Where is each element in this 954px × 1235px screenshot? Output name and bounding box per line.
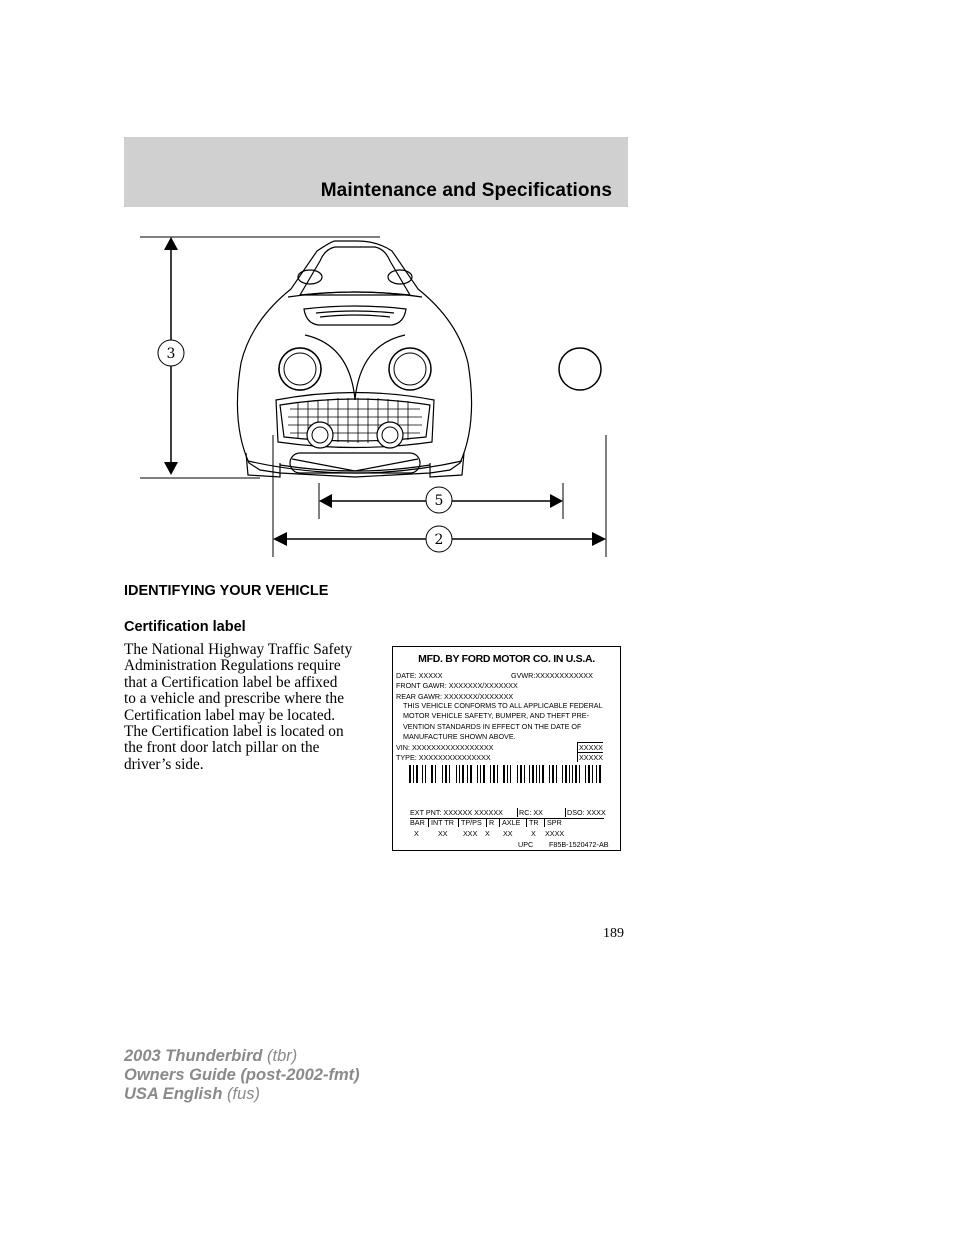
label-value: XX [438,829,448,838]
label-code-axle: AXLE [499,818,520,827]
body-line: The National Highway Traffic Safety [124,641,353,658]
callout-3-text: 3 [166,346,176,362]
page-number: 189 [603,926,624,941]
footer-model: 2003 Thunderbird [124,1047,263,1065]
label-gvwr: GVWR:XXXXXXXXXXXX [511,671,593,680]
body-line: Certification label may be located. [124,706,336,724]
barcode [409,765,609,785]
callout-2-text: 2 [434,532,444,548]
label-conform-line: MANUFACTURE SHOWN ABOVE. [403,732,516,741]
label-ext-pnt: EXT PNT: XXXXXX XXXXXX [410,808,503,817]
body-line: Administration Regulations require [124,657,341,675]
label-value: X [414,829,419,838]
footer [124,1047,360,1103]
label-code-r: R [486,818,494,827]
body-line: the front door latch pillar on the [124,739,320,757]
fog-lights [307,422,403,448]
label-code-spr: SPR [544,818,562,827]
label-title: MFD. BY FORD MOTOR CO. IN U.S.A. [418,653,595,665]
footer-language: USA English [124,1084,223,1103]
label-value: X [531,829,536,838]
width-arrow-right [592,532,606,546]
height-arrow-down [164,462,178,475]
body-line: that a Certification label be affixed [124,673,338,691]
label-value: XXX [463,829,478,838]
footer-guide: Owners Guide (post-2002-fmt) [124,1065,360,1084]
label-conform-line: MOTOR VEHICLE SAFETY, BUMPER, AND THEFT PRE- [403,711,589,720]
label-code-tp-ps: TP/PS [458,818,482,827]
car-headlights [279,348,601,390]
label-box-1: XXXXX [579,743,603,752]
label-conform-line: THIS VEHICLE CONFORMS TO ALL APPLICABLE FEDERAL [403,701,603,710]
label-value: XX [503,829,513,838]
body-line: to a vehicle and prescribe where the [124,690,344,708]
vehicle-dimensions-figure [130,225,620,565]
label-value: X [485,829,490,838]
label-box-2: XXXXX [579,753,603,762]
footer-model-code: (tbr) [267,1047,298,1065]
footer-line-2 [124,1066,360,1085]
label-dso: DSO: XXXX [567,808,606,817]
label-upc: UPC [518,840,534,849]
label-code-int-tr: INT TR [428,818,454,827]
headlamp-right [389,348,431,390]
label-code-tr: TR [526,818,539,827]
footer-language-code: (fus) [227,1084,260,1103]
label-type: TYPE: XXXXXXXXXXXXXXX [396,753,491,762]
body-line: The Certification label is located on [124,723,344,741]
track-arrow-left [319,494,332,508]
width-arrow-left [273,532,287,546]
barcode-bars [409,765,601,783]
sub-heading: Certification label [124,619,246,635]
label-conform-line: VENTION STANDARDS IN EFFECT ON THE DATE OF [403,722,582,731]
footer-line-1 [124,1047,360,1066]
section-heading: IDENTIFYING YOUR VEHICLE [124,583,329,599]
track-arrow-right [550,494,563,508]
height-arrow-up [164,237,178,250]
label-rear-gawr: REAR GAWR: XXXXXXX/XXXXXXX [396,692,514,701]
body-paragraph [124,642,379,773]
label-value: XXXX [545,829,565,838]
body-line: driver’s side. [124,755,204,773]
page-title: Maintenance and Specifications [320,180,612,201]
label-part-number: F85B-1520472-AB [549,840,609,849]
label-rc: RC: XX [519,808,543,817]
label-code-bar: BAR [410,818,425,827]
label-vin: VIN: XXXXXXXXXXXXXXXXX [396,743,494,752]
certification-label-illustration [392,646,621,851]
footer-line-3 [124,1085,360,1104]
callout-5-text: 5 [434,493,444,509]
label-date: DATE: XXXXX [396,671,443,680]
label-front-gawr: FRONT GAWR: XXXXXXX/XXXXXXX [396,681,518,690]
header-band [124,137,628,207]
